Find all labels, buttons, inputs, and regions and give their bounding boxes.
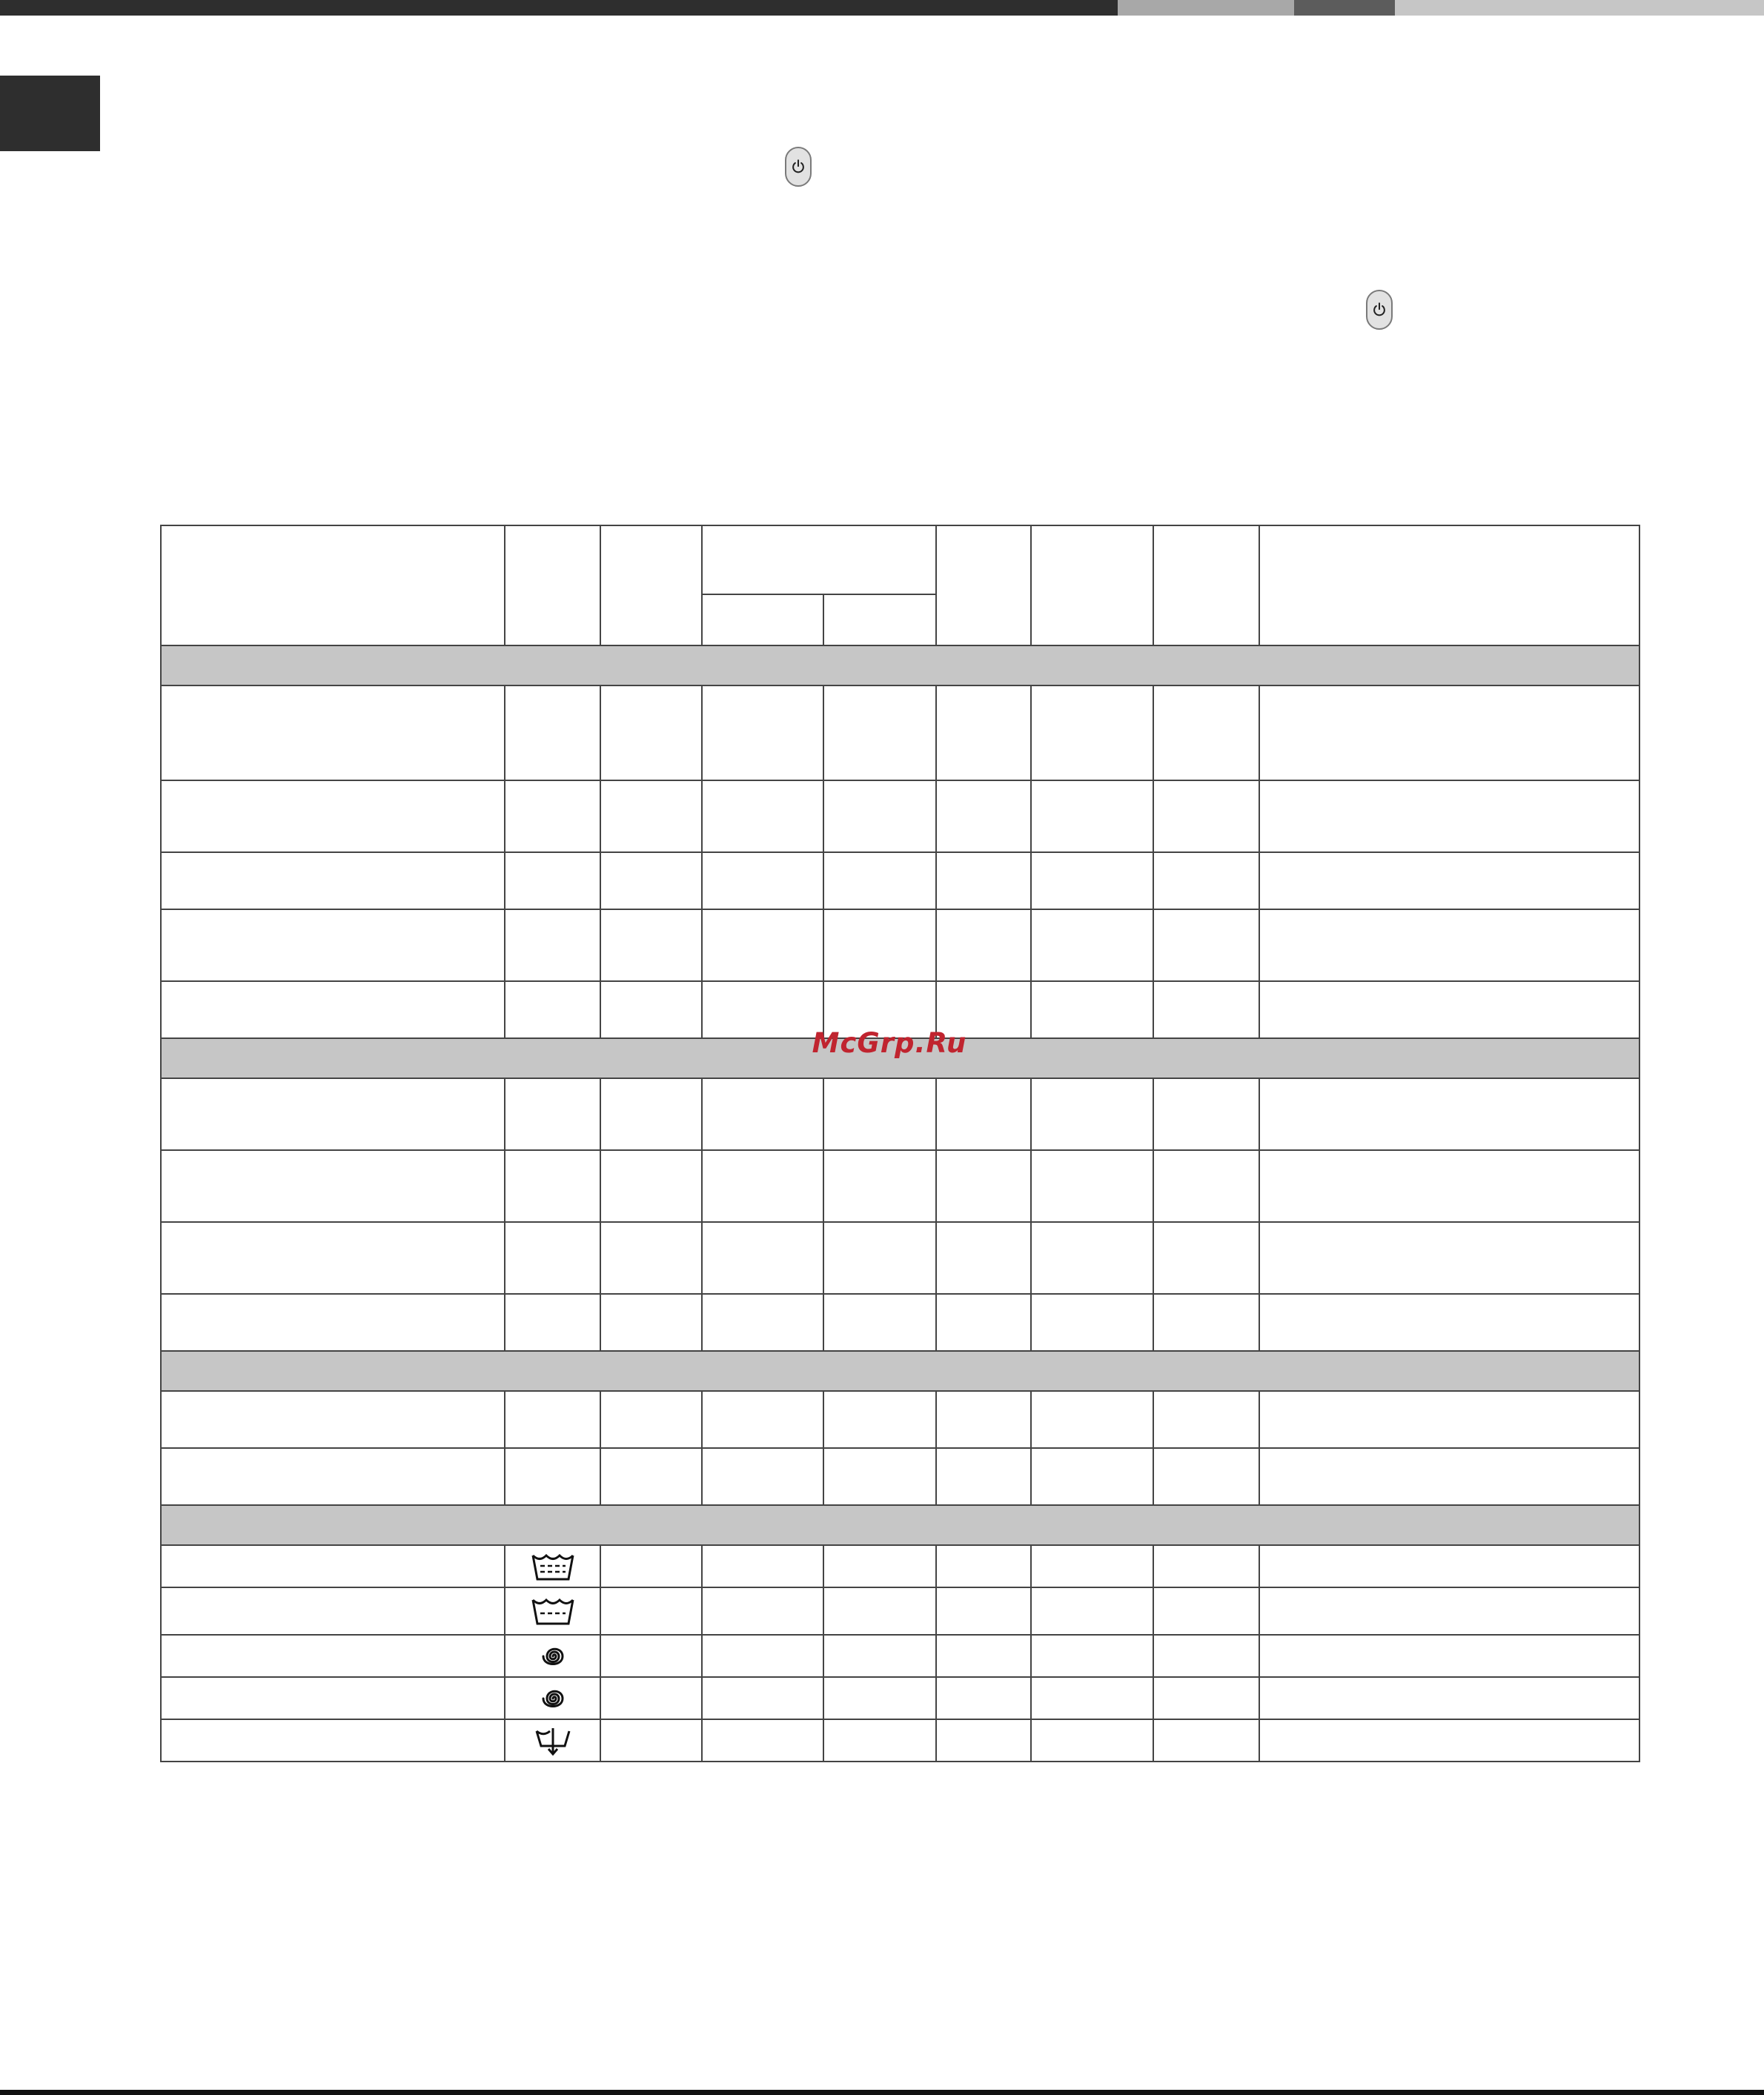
table-row: [161, 1635, 1639, 1677]
cell: [161, 981, 505, 1038]
cell: [1259, 1222, 1639, 1294]
cell: [1031, 1294, 1153, 1351]
cell: [1031, 1635, 1153, 1677]
symbol-cell: [505, 685, 600, 780]
cell: [936, 852, 1031, 909]
power-button: [1366, 290, 1393, 330]
cell: [1153, 1719, 1259, 1762]
cell: [823, 1448, 936, 1505]
table-row: [161, 1448, 1639, 1505]
wash-programs-table: [160, 525, 1640, 1762]
cell: [1031, 685, 1153, 780]
cell: [936, 1719, 1031, 1762]
table-row: [161, 1294, 1639, 1351]
section-row: [161, 1351, 1639, 1391]
symbol-cell: [505, 1587, 600, 1635]
power-icon: [1371, 302, 1387, 318]
cell: [600, 909, 702, 981]
cell: [936, 685, 1031, 780]
cell: [1259, 909, 1639, 981]
cell: [1031, 1150, 1153, 1222]
cell: [1259, 1635, 1639, 1677]
cell: [1153, 852, 1259, 909]
header-cell-detergent: [702, 525, 936, 594]
symbol-cell: [505, 1294, 600, 1351]
header-cell-symbol: [505, 525, 600, 645]
cell: [702, 1222, 823, 1294]
header-cell-program: [161, 525, 505, 645]
cell: [1153, 1222, 1259, 1294]
cell: [823, 852, 936, 909]
header-cell-temperature: [600, 525, 702, 645]
cell: [161, 685, 505, 780]
cell: [1259, 1587, 1639, 1635]
cell: [1031, 981, 1153, 1038]
cell: [936, 1677, 1031, 1719]
cell: [1031, 1587, 1153, 1635]
rinse-icon: [530, 1551, 576, 1582]
cell: [1153, 1150, 1259, 1222]
cell: [1153, 1635, 1259, 1677]
cell: [702, 1150, 823, 1222]
cell: [600, 1677, 702, 1719]
header-cell-detergent-softener: [823, 594, 936, 645]
table-row: [161, 1719, 1639, 1762]
cell: [1153, 1391, 1259, 1448]
cell: [1259, 1448, 1639, 1505]
header-cell-description: [1259, 525, 1639, 645]
cell: [161, 1635, 505, 1677]
cell: [161, 1587, 505, 1635]
symbol-cell: [505, 909, 600, 981]
cell: [936, 1635, 1031, 1677]
cell: [1259, 1719, 1639, 1762]
cell: [600, 1635, 702, 1677]
cell: [1153, 981, 1259, 1038]
symbol-cell: [505, 1448, 600, 1505]
symbol-cell: [505, 852, 600, 909]
header-bar-dark: [0, 0, 1118, 16]
symbol-cell: [505, 981, 600, 1038]
cell: [1031, 1078, 1153, 1150]
cell: [936, 1391, 1031, 1448]
cell: [936, 780, 1031, 852]
spin-icon: [536, 1639, 570, 1673]
table-row: [161, 1391, 1639, 1448]
symbol-cell: [505, 1545, 600, 1587]
cell: [161, 1150, 505, 1222]
cell: [1259, 1391, 1639, 1448]
cell: [600, 1391, 702, 1448]
cell: [1031, 1545, 1153, 1587]
cell: [600, 1587, 702, 1635]
cell: [1153, 1545, 1259, 1587]
section-row: [161, 645, 1639, 685]
cell: [702, 1677, 823, 1719]
spin-icon: [536, 1681, 570, 1716]
header-cell-duration: [1153, 525, 1259, 645]
table-row: [161, 1222, 1639, 1294]
cell: [936, 909, 1031, 981]
cell: [936, 1545, 1031, 1587]
cell: [600, 685, 702, 780]
table-row: [161, 1545, 1639, 1587]
cell: [600, 1294, 702, 1351]
cell: [1153, 780, 1259, 852]
cell: [1153, 909, 1259, 981]
cell: [936, 1150, 1031, 1222]
table-row: [161, 1150, 1639, 1222]
header-cell-max-load: [936, 525, 1031, 645]
symbol-cell: [505, 780, 600, 852]
cell: [936, 1448, 1031, 1505]
table-row: [161, 1078, 1639, 1150]
symbol-cell: [505, 1391, 600, 1448]
cell: [936, 1222, 1031, 1294]
cell: [161, 1677, 505, 1719]
cell: [1153, 1587, 1259, 1635]
cell: [1031, 1222, 1153, 1294]
cell: [936, 1294, 1031, 1351]
section-cell: [161, 1351, 1639, 1391]
cell: [1031, 1677, 1153, 1719]
header-bar-pale-gray: [1395, 0, 1764, 16]
cell: [600, 780, 702, 852]
cell: [702, 852, 823, 909]
cell: [161, 1222, 505, 1294]
cell: [161, 1391, 505, 1448]
power-button: [785, 147, 812, 187]
cell: [823, 1719, 936, 1762]
cell: [1031, 1391, 1153, 1448]
language-tab: [0, 76, 100, 151]
header-cell-spin-speed: [1031, 525, 1153, 645]
table-row: [161, 1677, 1639, 1719]
cell: [1031, 1719, 1153, 1762]
cell: [823, 1391, 936, 1448]
header-cell-detergent-wash: [702, 594, 823, 645]
cell: [823, 780, 936, 852]
header-bar-light-gray: [1118, 0, 1294, 16]
cell: [161, 1719, 505, 1762]
cell: [1259, 1545, 1639, 1587]
table-row: [161, 909, 1639, 981]
cell: [600, 1222, 702, 1294]
cell: [936, 1587, 1031, 1635]
cell: [1031, 780, 1153, 852]
cell: [823, 1635, 936, 1677]
symbol-cell: [505, 1150, 600, 1222]
cell: [161, 1545, 505, 1587]
cell: [1259, 1294, 1639, 1351]
cell: [702, 1448, 823, 1505]
cell: [702, 1294, 823, 1351]
cell: [1259, 1677, 1639, 1719]
cell: [702, 1719, 823, 1762]
cell: [600, 1150, 702, 1222]
symbol-cell: [505, 1222, 600, 1294]
cell: [936, 1078, 1031, 1150]
cell: [1259, 981, 1639, 1038]
cell: [1031, 852, 1153, 909]
table-row: [161, 1587, 1639, 1635]
cell: [702, 780, 823, 852]
symbol-cell: [505, 1635, 600, 1677]
cell: [702, 1078, 823, 1150]
cell: [161, 852, 505, 909]
cell: [823, 1150, 936, 1222]
cell: [823, 1078, 936, 1150]
cell: [1031, 1448, 1153, 1505]
cell: [702, 685, 823, 780]
section-cell: [161, 645, 1639, 685]
section-row: [161, 1505, 1639, 1545]
cell: [823, 1222, 936, 1294]
cell: [702, 1587, 823, 1635]
cell: [1259, 1078, 1639, 1150]
cell: [702, 1545, 823, 1587]
cell: [1153, 685, 1259, 780]
delicate-rinse-icon: [530, 1596, 576, 1627]
cell: [702, 1635, 823, 1677]
cell: [600, 1078, 702, 1150]
cell: [1259, 780, 1639, 852]
cell: [823, 909, 936, 981]
table-header-row: [161, 525, 1639, 594]
cell: [823, 685, 936, 780]
cell: [823, 1677, 936, 1719]
watermark: McGrp.Ru: [812, 1027, 967, 1059]
footer-rule: [0, 2090, 1764, 2095]
cell: [161, 1294, 505, 1351]
cell: [600, 852, 702, 909]
table-row: [161, 685, 1639, 780]
section-cell: [161, 1505, 1639, 1545]
cell: [823, 1545, 936, 1587]
table-row: [161, 780, 1639, 852]
cell: [823, 1587, 936, 1635]
cell: [1031, 909, 1153, 981]
cell: [1153, 1294, 1259, 1351]
cell: [1259, 1150, 1639, 1222]
symbol-cell: [505, 1719, 600, 1762]
power-icon: [790, 159, 806, 175]
cell: [600, 1448, 702, 1505]
cell: [702, 1391, 823, 1448]
cell: [1259, 685, 1639, 780]
cell: [600, 1545, 702, 1587]
cell: [161, 780, 505, 852]
cell: [823, 1294, 936, 1351]
drain-icon: [534, 1725, 572, 1756]
table-row: [161, 852, 1639, 909]
cell: [1153, 1448, 1259, 1505]
cell: [161, 1078, 505, 1150]
cell: [161, 1448, 505, 1505]
symbol-cell: [505, 1677, 600, 1719]
cell: [1153, 1078, 1259, 1150]
cell: [600, 981, 702, 1038]
cell: [702, 909, 823, 981]
cell: [600, 1719, 702, 1762]
symbol-cell: [505, 1078, 600, 1150]
cell: [1153, 1677, 1259, 1719]
cell: [161, 909, 505, 981]
header-bar-mid-gray: [1294, 0, 1395, 16]
cell: [1259, 852, 1639, 909]
